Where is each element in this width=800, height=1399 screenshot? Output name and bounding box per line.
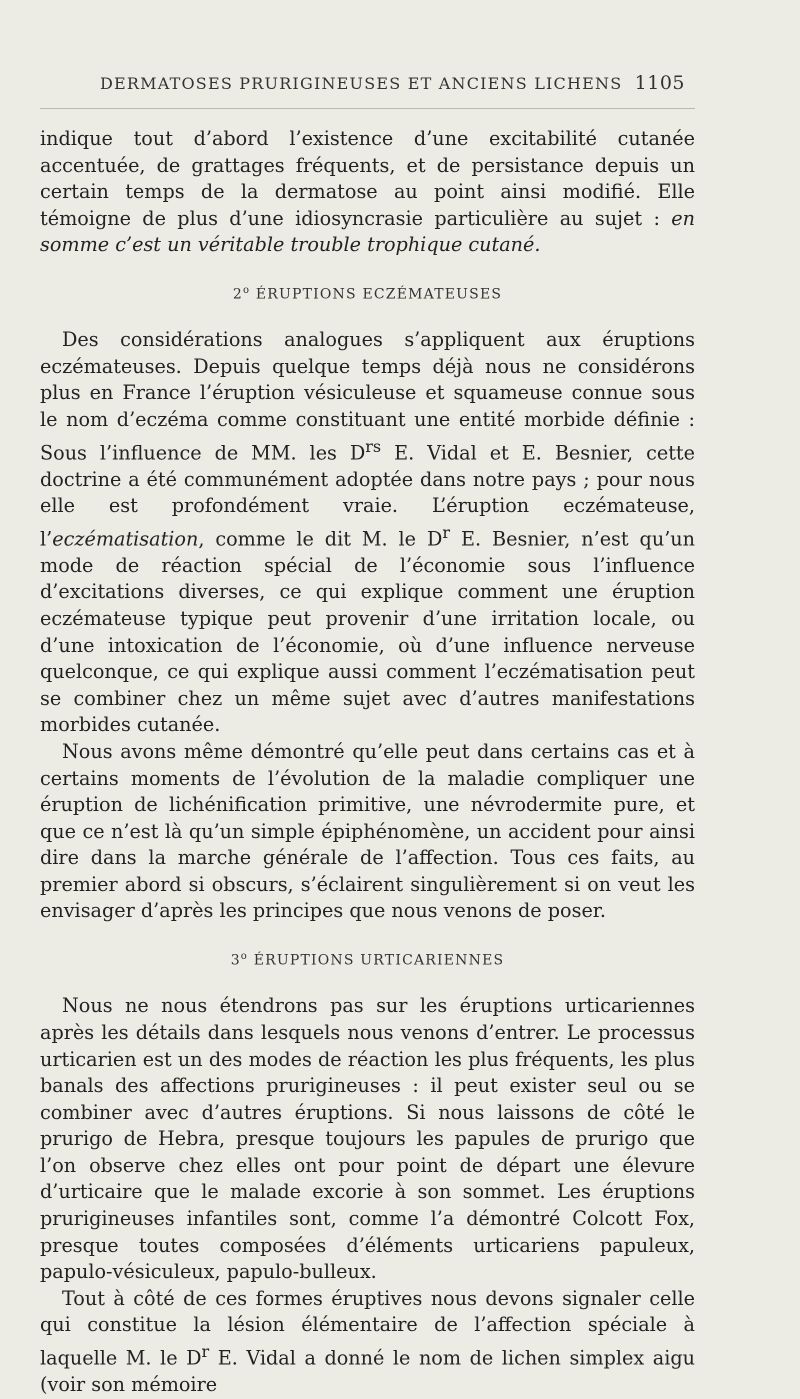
text-run: Des considérations analogues s’appliquent aux éruptions eczémateuses. Depuis quelque temps déjà nous ne considérons plus en France l’éruption vésiculeuse et squameuse connue sous le nom d’eczéma comme constituant une entité morbide définie : Sous l’influence de MM. les D (40, 328, 695, 464)
text-run: E. Vidal et E. Besnier, cette doctrine a été communément adoptée dans notre pays ; pour nous elle est profondément vraie. L’éruption eczémateuse, l’ (40, 440, 695, 551)
running-header (100, 74, 685, 93)
italic-text: eczématisation (52, 527, 199, 551)
paragraph-1 (40, 126, 695, 259)
superscript: r (201, 1342, 210, 1362)
body-text (40, 126, 695, 1399)
section-number: 3 (230, 952, 241, 969)
section-heading-3 (40, 944, 695, 974)
ordinal-mark: o (242, 284, 251, 296)
text-run: indique tout d’abord l’existence d’une excitabilité cutanée accentuée, de grattages fréquents, et de persistance depuis un certain temps de la dermatose au point ainsi modifié. Elle témoigne de plus d’une idiosyncrasie particulière au sujet : (40, 127, 695, 230)
section-title: ÉRUPTIONS URTICARIENNES (253, 952, 505, 969)
ordinal-mark: o (240, 951, 249, 963)
paragraph-5 (40, 1286, 695, 1399)
text-run: E. Vidal a donné le nom de lichen simplex aigu (voir son mémoire (40, 1346, 695, 1397)
section-title: ÉRUPTIONS ECZÉMATEUSES (255, 286, 503, 303)
paragraph-3: Nous avons même démontré qu’elle peut dans certains cas et à certains moments de l’évolution de la maladie compliquer une éruption de lichénification primitive, une névrodermite pure, et que ce n’est là qu’un simple épiphénomène, un accident pour ainsi dire dans la marche générale de l’affection. Tous ces faits, au premier abord si obscurs, s’éclairent singulièrement si on veut les envisager d’après les principes que nous venons de poser. (40, 739, 695, 923)
paragraph-4: Nous ne nous étendrons pas sur les éruptions urticariennes après les détails dans lesquels nous venons d’entrer. Le processus urticarien est un des modes de réaction les plus fréquents, les plus banals des affections prurigineuses : il peut exister seul ou se combiner avec d’autres éruptions. Si nous laissons de côté le prurigo de Hebra, presque toujours les papules de prurigo que l’on observe chez elles ont pour point de départ une élevure d’urticaire que le malade excorie à son sommet. Les éruptions prurigineuses infantiles sont, comme l’a démontré Colcott Fox, presque toutes composées d’éléments urticariens papuleux, papulo-vésiculeux, papulo-bulleux. (40, 994, 695, 1284)
text-run: , comme le dit M. le D (198, 527, 443, 551)
text-run: E. Besnier, n’est qu’un mode de réaction spécial de l’économie sous l’influence d’excitations diverses, ce qui explique comment une éruption eczémateuse typique peut provenir d’une irritation locale, ou d’une intoxication de l’économie, où d’une influence nerveuse quelconque, ce qui explique aussi comment l’eczématisation peut se combiner chez un même sujet avec d’autres manifestations morbides cutanée. (40, 527, 696, 737)
italic-text: en somme c’est un véritable trouble trophique cutané. (40, 206, 695, 257)
superscript: r (442, 522, 451, 542)
section-heading-2 (40, 278, 695, 308)
superscript: rs (365, 436, 382, 456)
page-number: 1105 (634, 72, 685, 94)
paragraph-2 (40, 327, 695, 739)
text-run: Tout à côté de ces formes éruptives nous devons signaler celle qui constitue la lésion élémentaire de l’affection spéciale à laquelle M. le D (40, 1286, 695, 1370)
running-title: DERMATOSES PRURIGINEUSES ET ANCIENS LICHENS (100, 74, 623, 93)
header-rule (40, 108, 695, 109)
section-number: 2 (232, 286, 243, 303)
